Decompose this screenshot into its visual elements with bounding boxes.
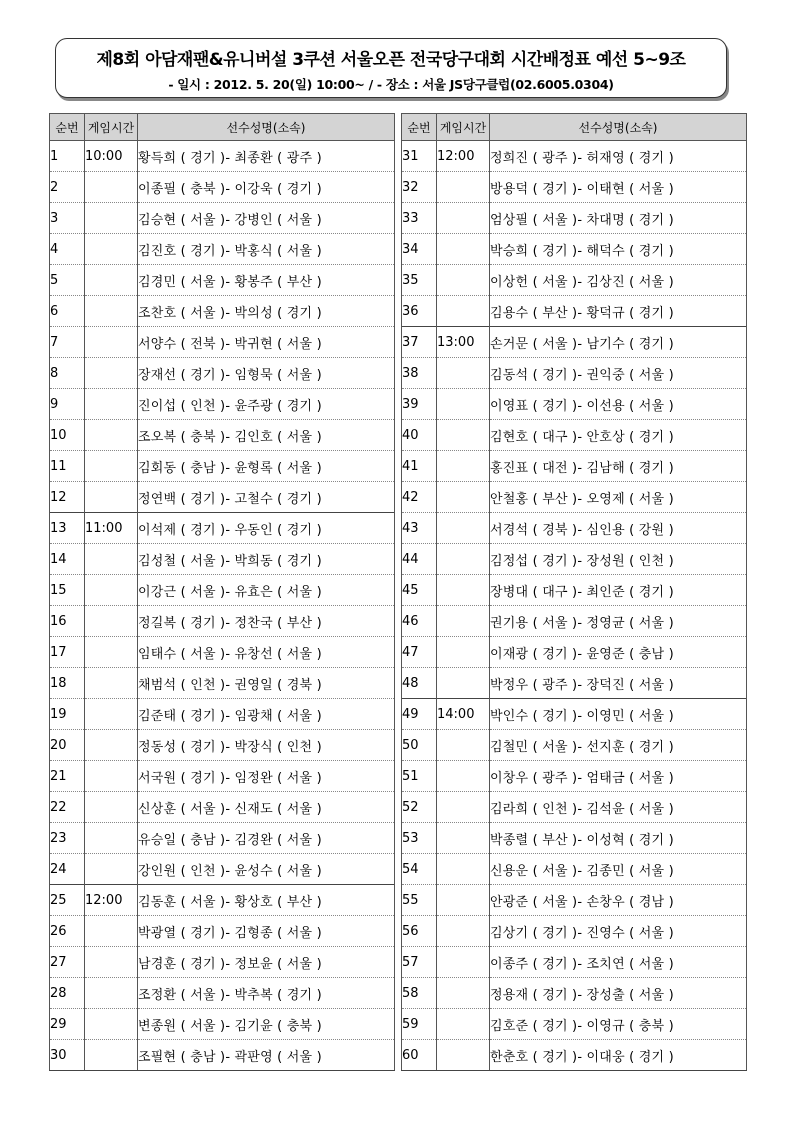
table-row bbox=[402, 482, 747, 513]
game-time bbox=[437, 823, 490, 854]
table-row bbox=[50, 575, 395, 606]
game-time bbox=[85, 792, 138, 823]
game-time bbox=[437, 513, 490, 544]
match-players: 장병대 ( 대구 )- 최인준 ( 경기 ) bbox=[490, 575, 747, 606]
row-number: 47 bbox=[402, 637, 437, 668]
row-number: 43 bbox=[402, 513, 437, 544]
row-number: 36 bbox=[402, 296, 437, 327]
table-row bbox=[50, 854, 395, 885]
row-number: 56 bbox=[402, 916, 437, 947]
header-time: 게임시간 bbox=[437, 114, 490, 141]
page-title: 제8회 아담재팬&유니버설 3쿠션 서울오픈 전국당구대회 시간배정표 예선 5~9조 bbox=[96, 50, 686, 70]
match-players: 서경석 ( 경북 )- 심인용 ( 강원 ) bbox=[490, 513, 747, 544]
table-row bbox=[50, 172, 395, 203]
match-players: 서양수 ( 전북 )- 박귀현 ( 서울 ) bbox=[138, 327, 395, 358]
row-number: 45 bbox=[402, 575, 437, 606]
game-time bbox=[85, 637, 138, 668]
game-time bbox=[85, 606, 138, 637]
row-number: 17 bbox=[50, 637, 85, 668]
table-row bbox=[50, 203, 395, 234]
match-players: 박정우 ( 광주 )- 장덕진 ( 서울 ) bbox=[490, 668, 747, 699]
game-time bbox=[85, 1009, 138, 1040]
row-number: 58 bbox=[402, 978, 437, 1009]
row-number: 28 bbox=[50, 978, 85, 1009]
table-row bbox=[402, 916, 747, 947]
match-players: 권기용 ( 서울 )- 정영균 ( 서울 ) bbox=[490, 606, 747, 637]
table-row bbox=[402, 203, 747, 234]
match-players: 진이섭 ( 인천 )- 윤주광 ( 경기 ) bbox=[138, 389, 395, 420]
match-players: 조정환 ( 서울 )- 박추복 ( 경기 ) bbox=[138, 978, 395, 1009]
game-time bbox=[437, 1040, 490, 1071]
table-row bbox=[50, 916, 395, 947]
table-row bbox=[402, 699, 747, 730]
table-row bbox=[402, 823, 747, 854]
table-row bbox=[402, 947, 747, 978]
row-number: 6 bbox=[50, 296, 85, 327]
table-row bbox=[50, 296, 395, 327]
row-number: 39 bbox=[402, 389, 437, 420]
row-number: 53 bbox=[402, 823, 437, 854]
title-box bbox=[55, 38, 727, 98]
table-row bbox=[402, 451, 747, 482]
table-row bbox=[50, 792, 395, 823]
schedule-body-left bbox=[50, 141, 395, 1071]
match-players: 홍진표 ( 대전 )- 김남해 ( 경기 ) bbox=[490, 451, 747, 482]
table-row bbox=[50, 978, 395, 1009]
match-players: 조오복 ( 충북 )- 김인호 ( 서울 ) bbox=[138, 420, 395, 451]
match-players: 신상훈 ( 서울 )- 신재도 ( 서울 ) bbox=[138, 792, 395, 823]
game-time bbox=[437, 575, 490, 606]
table-row bbox=[402, 1040, 747, 1071]
game-time: 12:00 bbox=[437, 141, 490, 172]
match-players: 김정섭 ( 경기 )- 장성원 ( 인천 ) bbox=[490, 544, 747, 575]
match-players: 김호준 ( 경기 )- 이영규 ( 충북 ) bbox=[490, 1009, 747, 1040]
row-number: 46 bbox=[402, 606, 437, 637]
match-players: 정희진 ( 광주 )- 허재영 ( 경기 ) bbox=[490, 141, 747, 172]
match-players: 김라희 ( 인천 )- 김석윤 ( 서울 ) bbox=[490, 792, 747, 823]
game-time bbox=[85, 451, 138, 482]
game-time bbox=[85, 668, 138, 699]
match-players: 정동성 ( 경기 )- 박장식 ( 인천 ) bbox=[138, 730, 395, 761]
game-time bbox=[437, 1009, 490, 1040]
table-row bbox=[402, 637, 747, 668]
row-number: 30 bbox=[50, 1040, 85, 1071]
row-number: 38 bbox=[402, 358, 437, 389]
game-time bbox=[85, 203, 138, 234]
match-players: 한춘호 ( 경기 )- 이대웅 ( 경기 ) bbox=[490, 1040, 747, 1071]
match-players: 박광열 ( 경기 )- 김형종 ( 서울 ) bbox=[138, 916, 395, 947]
table-row bbox=[50, 637, 395, 668]
match-players: 임태수 ( 서울 )- 유창선 ( 서울 ) bbox=[138, 637, 395, 668]
row-number: 12 bbox=[50, 482, 85, 513]
row-number: 40 bbox=[402, 420, 437, 451]
game-time bbox=[85, 358, 138, 389]
game-time bbox=[437, 792, 490, 823]
game-time bbox=[437, 947, 490, 978]
row-number: 31 bbox=[402, 141, 437, 172]
match-players: 박승희 ( 경기 )- 해덕수 ( 경기 ) bbox=[490, 234, 747, 265]
match-players: 김성철 ( 서울 )- 박희동 ( 경기 ) bbox=[138, 544, 395, 575]
game-time bbox=[437, 172, 490, 203]
game-time bbox=[85, 947, 138, 978]
row-number: 32 bbox=[402, 172, 437, 203]
game-time bbox=[85, 296, 138, 327]
table-row bbox=[50, 606, 395, 637]
match-players: 김상기 ( 경기 )- 진영수 ( 서울 ) bbox=[490, 916, 747, 947]
row-number: 10 bbox=[50, 420, 85, 451]
match-players: 정연백 ( 경기 )- 고철수 ( 경기 ) bbox=[138, 482, 395, 513]
table-row bbox=[50, 668, 395, 699]
table-row bbox=[50, 947, 395, 978]
game-time bbox=[437, 265, 490, 296]
game-time bbox=[85, 761, 138, 792]
page-subtitle: - 일시 : 2012. 5. 20(일) 10:00~ / - 장소 : 서울 JS당구클럽(02.6005.0304) bbox=[168, 77, 614, 92]
match-players: 장재선 ( 경기 )- 임형묵 ( 서울 ) bbox=[138, 358, 395, 389]
game-time bbox=[437, 482, 490, 513]
row-number: 29 bbox=[50, 1009, 85, 1040]
match-players: 김진호 ( 경기 )- 박홍식 ( 서울 ) bbox=[138, 234, 395, 265]
match-players: 황득희 ( 경기 )- 최종환 ( 광주 ) bbox=[138, 141, 395, 172]
table-row bbox=[402, 792, 747, 823]
table-row bbox=[50, 451, 395, 482]
game-time bbox=[85, 420, 138, 451]
match-players: 손거문 ( 서울 )- 남기수 ( 경기 ) bbox=[490, 327, 747, 358]
match-players: 김철민 ( 서울 )- 선지훈 ( 경기 ) bbox=[490, 730, 747, 761]
match-players: 변종원 ( 서울 )- 김기윤 ( 충북 ) bbox=[138, 1009, 395, 1040]
game-time: 14:00 bbox=[437, 699, 490, 730]
match-players: 강인원 ( 인천 )- 윤성수 ( 서울 ) bbox=[138, 854, 395, 885]
table-row bbox=[50, 513, 395, 544]
table-row bbox=[50, 420, 395, 451]
row-number: 14 bbox=[50, 544, 85, 575]
game-time bbox=[85, 482, 138, 513]
game-time bbox=[437, 358, 490, 389]
game-time bbox=[437, 978, 490, 1009]
table-row bbox=[50, 234, 395, 265]
table-row bbox=[402, 544, 747, 575]
row-number: 16 bbox=[50, 606, 85, 637]
match-players: 김용수 ( 부산 )- 황덕규 ( 경기 ) bbox=[490, 296, 747, 327]
table-row bbox=[402, 358, 747, 389]
table-header-row bbox=[50, 114, 395, 141]
row-number: 9 bbox=[50, 389, 85, 420]
row-number: 27 bbox=[50, 947, 85, 978]
game-time bbox=[437, 668, 490, 699]
game-time bbox=[437, 544, 490, 575]
match-players: 김경민 ( 서울 )- 황봉주 ( 부산 ) bbox=[138, 265, 395, 296]
header-no: 순번 bbox=[50, 114, 85, 141]
table-row bbox=[402, 265, 747, 296]
game-time bbox=[437, 451, 490, 482]
table-row bbox=[402, 1009, 747, 1040]
game-time bbox=[85, 916, 138, 947]
match-players: 신용운 ( 서울 )- 김종민 ( 서울 ) bbox=[490, 854, 747, 885]
row-number: 11 bbox=[50, 451, 85, 482]
game-time bbox=[85, 575, 138, 606]
game-time bbox=[85, 327, 138, 358]
row-number: 24 bbox=[50, 854, 85, 885]
row-number: 3 bbox=[50, 203, 85, 234]
game-time bbox=[437, 730, 490, 761]
match-players: 이종주 ( 경기 )- 조치연 ( 서울 ) bbox=[490, 947, 747, 978]
row-number: 48 bbox=[402, 668, 437, 699]
row-number: 15 bbox=[50, 575, 85, 606]
game-time bbox=[85, 730, 138, 761]
table-row bbox=[50, 761, 395, 792]
table-row bbox=[50, 544, 395, 575]
game-time bbox=[437, 854, 490, 885]
table-row bbox=[402, 513, 747, 544]
row-number: 50 bbox=[402, 730, 437, 761]
match-players: 이상헌 ( 서울 )- 김상진 ( 서울 ) bbox=[490, 265, 747, 296]
game-time bbox=[437, 916, 490, 947]
game-time bbox=[85, 978, 138, 1009]
row-number: 8 bbox=[50, 358, 85, 389]
row-number: 49 bbox=[402, 699, 437, 730]
table-row bbox=[402, 854, 747, 885]
match-players: 박인수 ( 경기 )- 이영민 ( 서울 ) bbox=[490, 699, 747, 730]
row-number: 25 bbox=[50, 885, 85, 916]
match-players: 김회동 ( 충남 )- 윤형록 ( 서울 ) bbox=[138, 451, 395, 482]
table-row bbox=[50, 482, 395, 513]
table-row bbox=[50, 1040, 395, 1071]
match-players: 김승현 ( 서울 )- 강병인 ( 서울 ) bbox=[138, 203, 395, 234]
table-row bbox=[402, 234, 747, 265]
table-row bbox=[402, 141, 747, 172]
row-number: 59 bbox=[402, 1009, 437, 1040]
match-players: 박종렬 ( 부산 )- 이성혁 ( 경기 ) bbox=[490, 823, 747, 854]
game-time bbox=[437, 234, 490, 265]
table-row bbox=[402, 172, 747, 203]
table-row bbox=[50, 141, 395, 172]
table-header-row bbox=[402, 114, 747, 141]
game-time: 12:00 bbox=[85, 885, 138, 916]
row-number: 57 bbox=[402, 947, 437, 978]
match-players: 이재광 ( 경기 )- 윤영준 ( 충남 ) bbox=[490, 637, 747, 668]
game-time bbox=[437, 420, 490, 451]
schedule-table-left bbox=[49, 113, 395, 1071]
game-time bbox=[437, 296, 490, 327]
table-row bbox=[50, 327, 395, 358]
match-players: 정용재 ( 경기 )- 장성출 ( 서울 ) bbox=[490, 978, 747, 1009]
row-number: 18 bbox=[50, 668, 85, 699]
game-time bbox=[85, 823, 138, 854]
row-number: 37 bbox=[402, 327, 437, 358]
match-players: 유승일 ( 충남 )- 김경완 ( 서울 ) bbox=[138, 823, 395, 854]
table-row bbox=[402, 296, 747, 327]
table-row bbox=[402, 978, 747, 1009]
match-players: 김동훈 ( 서울 )- 황상호 ( 부산 ) bbox=[138, 885, 395, 916]
game-time bbox=[85, 172, 138, 203]
game-time bbox=[85, 854, 138, 885]
header-players: 선수성명(소속) bbox=[138, 114, 395, 141]
match-players: 김현호 ( 대구 )- 안호상 ( 경기 ) bbox=[490, 420, 747, 451]
table-row bbox=[402, 730, 747, 761]
row-number: 33 bbox=[402, 203, 437, 234]
table-row bbox=[402, 761, 747, 792]
match-players: 조찬호 ( 서울 )- 박의성 ( 경기 ) bbox=[138, 296, 395, 327]
row-number: 44 bbox=[402, 544, 437, 575]
row-number: 26 bbox=[50, 916, 85, 947]
table-row bbox=[50, 823, 395, 854]
row-number: 20 bbox=[50, 730, 85, 761]
row-number: 51 bbox=[402, 761, 437, 792]
row-number: 22 bbox=[50, 792, 85, 823]
match-players: 서국원 ( 경기 )- 임정완 ( 서울 ) bbox=[138, 761, 395, 792]
table-row bbox=[50, 730, 395, 761]
match-players: 엄상필 ( 서울 )- 차대명 ( 경기 ) bbox=[490, 203, 747, 234]
row-number: 5 bbox=[50, 265, 85, 296]
game-time bbox=[85, 1040, 138, 1071]
row-number: 13 bbox=[50, 513, 85, 544]
row-number: 23 bbox=[50, 823, 85, 854]
row-number: 7 bbox=[50, 327, 85, 358]
row-number: 55 bbox=[402, 885, 437, 916]
game-time bbox=[437, 606, 490, 637]
match-players: 이종필 ( 충북 )- 이강욱 ( 경기 ) bbox=[138, 172, 395, 203]
match-players: 방용덕 ( 경기 )- 이태현 ( 서울 ) bbox=[490, 172, 747, 203]
table-row bbox=[402, 389, 747, 420]
row-number: 1 bbox=[50, 141, 85, 172]
table-row bbox=[402, 575, 747, 606]
match-players: 정길복 ( 경기 )- 정찬국 ( 부산 ) bbox=[138, 606, 395, 637]
match-players: 안광준 ( 서울 )- 손창우 ( 경남 ) bbox=[490, 885, 747, 916]
row-number: 34 bbox=[402, 234, 437, 265]
table-row bbox=[402, 606, 747, 637]
match-players: 이강근 ( 서울 )- 유효은 ( 서울 ) bbox=[138, 575, 395, 606]
match-players: 남경훈 ( 경기 )- 정보윤 ( 서울 ) bbox=[138, 947, 395, 978]
match-players: 조필현 ( 충남 )- 곽판영 ( 서울 ) bbox=[138, 1040, 395, 1071]
row-number: 19 bbox=[50, 699, 85, 730]
table-row bbox=[50, 699, 395, 730]
table-row bbox=[402, 327, 747, 358]
match-players: 안철홍 ( 부산 )- 오영제 ( 서울 ) bbox=[490, 482, 747, 513]
match-players: 채범석 ( 인천 )- 권영일 ( 경북 ) bbox=[138, 668, 395, 699]
game-time bbox=[85, 699, 138, 730]
header-time: 게임시간 bbox=[85, 114, 138, 141]
game-time: 10:00 bbox=[85, 141, 138, 172]
game-time bbox=[437, 637, 490, 668]
table-row bbox=[402, 668, 747, 699]
schedule-body-right bbox=[402, 141, 747, 1071]
header-players: 선수성명(소속) bbox=[490, 114, 747, 141]
match-players: 이창우 ( 광주 )- 엄태금 ( 서울 ) bbox=[490, 761, 747, 792]
row-number: 35 bbox=[402, 265, 437, 296]
game-time bbox=[437, 761, 490, 792]
game-time: 11:00 bbox=[85, 513, 138, 544]
game-time bbox=[437, 389, 490, 420]
schedule-table-right bbox=[401, 113, 747, 1071]
match-players: 김준태 ( 경기 )- 임광채 ( 서울 ) bbox=[138, 699, 395, 730]
row-number: 60 bbox=[402, 1040, 437, 1071]
row-number: 2 bbox=[50, 172, 85, 203]
game-time bbox=[85, 544, 138, 575]
game-time bbox=[437, 203, 490, 234]
game-time: 13:00 bbox=[437, 327, 490, 358]
row-number: 52 bbox=[402, 792, 437, 823]
match-players: 이영표 ( 경기 )- 이선용 ( 서울 ) bbox=[490, 389, 747, 420]
row-number: 4 bbox=[50, 234, 85, 265]
row-number: 42 bbox=[402, 482, 437, 513]
match-players: 이석제 ( 경기 )- 우동인 ( 경기 ) bbox=[138, 513, 395, 544]
table-row bbox=[50, 265, 395, 296]
game-time bbox=[85, 265, 138, 296]
row-number: 21 bbox=[50, 761, 85, 792]
table-row bbox=[50, 1009, 395, 1040]
table-row bbox=[402, 420, 747, 451]
game-time bbox=[437, 885, 490, 916]
table-row bbox=[402, 885, 747, 916]
match-players: 김동석 ( 경기 )- 권익중 ( 서울 ) bbox=[490, 358, 747, 389]
table-row bbox=[50, 885, 395, 916]
table-row bbox=[50, 389, 395, 420]
table-row bbox=[50, 358, 395, 389]
row-number: 54 bbox=[402, 854, 437, 885]
header-no: 순번 bbox=[402, 114, 437, 141]
game-time bbox=[85, 389, 138, 420]
game-time bbox=[85, 234, 138, 265]
row-number: 41 bbox=[402, 451, 437, 482]
